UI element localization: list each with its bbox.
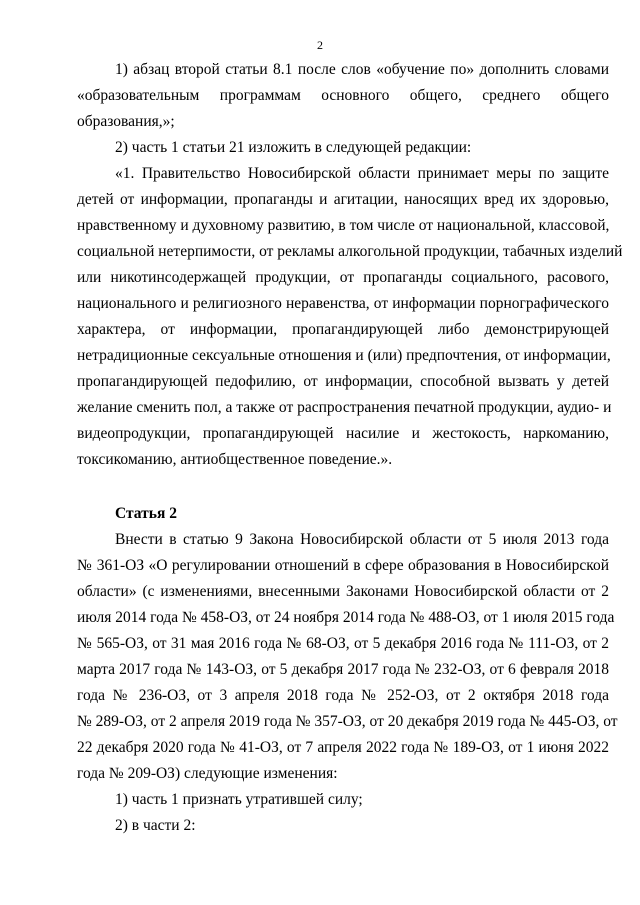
text-line: области» (с изменениями, внесенными Законами Новосибирской области от 2 xyxy=(77,583,609,600)
paragraph-gap xyxy=(77,473,609,501)
text-line: детей от информации, пропаганды и агитации, наносящих вред их здоровью, xyxy=(77,191,609,208)
text-line: национального и религиозного неравенства, от информации порнографического xyxy=(77,295,609,312)
text-line: образования,»; xyxy=(77,113,175,130)
text-line: 1) абзац второй статьи 8.1 после слов «обучение по» дополнить словами xyxy=(115,61,609,78)
text-line: № 289-ОЗ, от 2 апреля 2019 года № 357-ОЗ, от 20 декабря 2019 года № 445-ОЗ, от xyxy=(77,713,618,730)
text-line: 2) в части 2: xyxy=(115,817,196,834)
text-line: характера, от информации, пропагандирующей либо демонстрирующей xyxy=(77,321,609,338)
text-line: токсикоманию, антиобщественное поведение.». xyxy=(77,451,393,468)
document-body xyxy=(77,57,623,839)
article-heading: Статья 2 xyxy=(115,505,177,522)
text-line: года № 236-ОЗ, от 3 апреля 2018 года № 252-ОЗ, от 2 октября 2018 года xyxy=(77,687,609,704)
text-line: пропагандирующей педофилию, от информации, способной вызвать у детей xyxy=(77,373,609,390)
text-line: № 565-ОЗ, от 31 мая 2016 года № 68-ОЗ, от 5 декабря 2016 года № 111-ОЗ, от 2 xyxy=(77,635,609,652)
text-line: июля 2014 года № 458-ОЗ, от 24 ноября 2014 года № 488-ОЗ, от 1 июля 2015 года xyxy=(77,609,615,626)
text-line: социальной нетерпимости, от рекламы алкогольной продукции, табачных изделий xyxy=(77,243,623,260)
text-line: года № 209-ОЗ) следующие изменения: xyxy=(77,765,338,782)
text-line: 22 декабря 2020 года № 41-ОЗ, от 7 апреля 2022 года № 189-ОЗ, от 1 июня 2022 xyxy=(77,739,609,756)
text-line: 2) часть 1 статьи 21 изложить в следующей редакции: xyxy=(115,139,472,156)
text-line: желание сменить пол, а также от распространения печатной продукции, аудио- и xyxy=(77,399,612,416)
text-line: нетрадиционные сексуальные отношения и (или) предпочтения, от информации, xyxy=(77,347,611,364)
page-number: 2 xyxy=(317,38,323,52)
text-line: нравственному и духовному развитию, в том числе от национальной, классовой, xyxy=(77,217,610,234)
text-line: Внести в статью 9 Закона Новосибирской области от 5 июля 2013 года xyxy=(115,531,609,548)
text-line: видеопродукции, пропагандирующей насилие и жестокость, наркоманию, xyxy=(77,425,609,442)
text-line: или никотинсодержащей продукции, от пропаганды социального, расового, xyxy=(77,269,609,286)
text-line: марта 2017 года № 143-ОЗ, от 5 декабря 2017 года № 232-ОЗ, от 6 февраля 2018 xyxy=(77,661,609,678)
text-line: № 361-ОЗ «О регулировании отношений в сфере образования в Новосибирской xyxy=(77,557,609,574)
text-line: «1. Правительство Новосибирской области принимает меры по защите xyxy=(115,165,609,182)
text-line: 1) часть 1 признать утратившей силу; xyxy=(115,791,363,808)
text-line: «образовательным программам основного общего, среднего общего xyxy=(77,87,609,104)
